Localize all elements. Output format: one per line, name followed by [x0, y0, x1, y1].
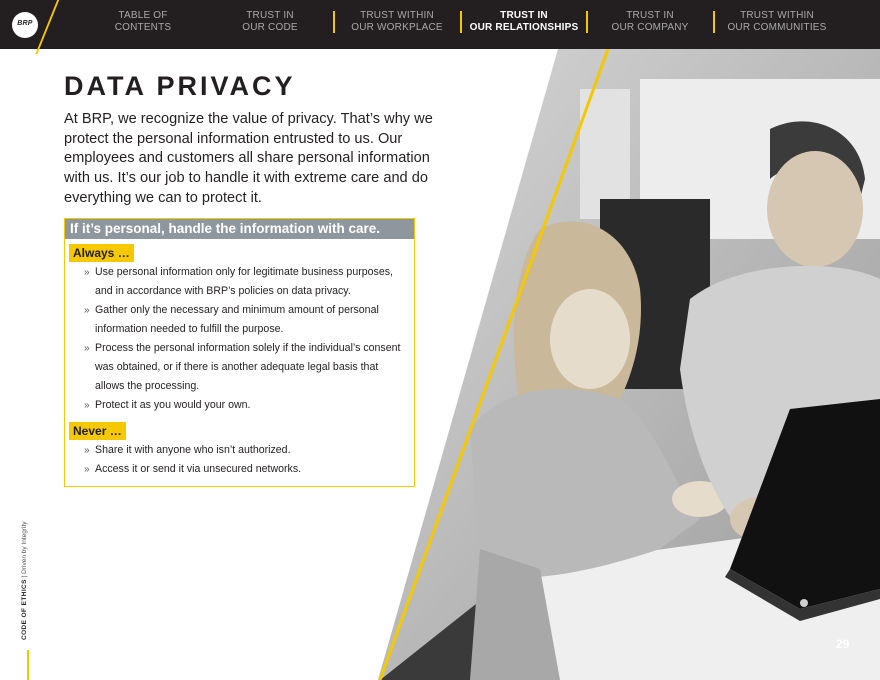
bullet-mark-icon: » [84, 343, 90, 354]
chapter-nav [80, 0, 880, 49]
side-accent-line [27, 650, 29, 680]
nav-label-line2: CONTENTS [114, 22, 172, 33]
never-list [65, 441, 414, 479]
nav-label-line1: TRUST IN [246, 10, 294, 21]
nav-table-of-contents[interactable] [80, 10, 206, 34]
guidance-heading: If it’s personal, handle the information with care. [65, 219, 414, 239]
page-title: DATA PRIVACY [64, 71, 296, 101]
nav-trust-in-our-relationships[interactable] [461, 10, 587, 34]
list-item [65, 339, 414, 396]
nav-label-line1: TRUST WITHIN [360, 10, 434, 21]
nav-trust-in-our-code[interactable] [207, 10, 333, 34]
nav-trust-in-our-company[interactable] [587, 10, 713, 34]
brp-logo[interactable] [0, 0, 80, 49]
nav-trust-within-our-communities[interactable] [714, 10, 840, 34]
always-list [65, 263, 414, 415]
list-item-text: Use personal information only for legitimate business purposes, and in accordance with BRP’s policies on data privacy. [95, 266, 393, 297]
list-item-text: Access it or send it via unsecured networks. [95, 463, 302, 475]
always-label: Always … [69, 244, 134, 262]
nav-label-line1: TRUST IN [626, 10, 674, 21]
list-item [65, 460, 414, 479]
list-item [65, 441, 414, 460]
nav-label-line1: TRUST WITHIN [740, 10, 814, 21]
list-item-text: Gather only the necessary and minimum amount of personal information needed to fulfill the purpose. [95, 304, 379, 335]
side-label-rest: Driven by Integrity [21, 521, 28, 574]
bullet-mark-icon: » [84, 400, 90, 411]
nav-label-line2: OUR RELATIONSHIPS [469, 22, 579, 33]
intro-paragraph: At BRP, we recognize the value of privacy. That’s why we protect the personal information entrusted to us. Our employees and customers all share personal information with us. It’s our job to handle it with extreme care and do everything we can to protect it. [64, 111, 433, 206]
list-item-text: Process the personal information solely if the individual’s consent was obtained, or if there is another adequate legal basis that allows the processing. [95, 342, 401, 392]
guidance-box [64, 218, 415, 487]
nav-label-line2: OUR CODE [242, 22, 298, 33]
nav-label-line2: OUR WORKPLACE [351, 22, 443, 33]
page-number: 29 [836, 637, 850, 651]
nav-label-line1: TABLE OF [118, 10, 168, 21]
top-nav-bar [0, 0, 880, 49]
bullet-mark-icon: » [84, 305, 90, 316]
nav-label-line1: TRUST IN [500, 10, 548, 21]
list-item [65, 396, 414, 415]
nav-label-line2: OUR COMMUNITIES [727, 22, 827, 33]
brp-logo-text: BRP [17, 20, 33, 27]
bullet-mark-icon: » [84, 267, 90, 278]
bullet-mark-icon: » [84, 464, 90, 475]
list-item-text: Protect it as you would your own. [95, 399, 251, 411]
list-item-text: Share it with anyone who isn’t authorized. [95, 444, 291, 456]
logo-divider [35, 0, 60, 54]
side-label-text: CODE OF ETHICS | Driven by Integrity [21, 521, 28, 640]
nav-trust-within-our-workplace[interactable] [334, 10, 460, 34]
side-label-strong: CODE OF ETHICS [21, 579, 28, 640]
never-label: Never … [69, 422, 126, 440]
list-item [65, 263, 414, 301]
bullet-mark-icon: » [84, 445, 90, 456]
side-label [21, 521, 35, 680]
nav-label-line2: OUR COMPANY [611, 22, 689, 33]
list-item [65, 301, 414, 339]
